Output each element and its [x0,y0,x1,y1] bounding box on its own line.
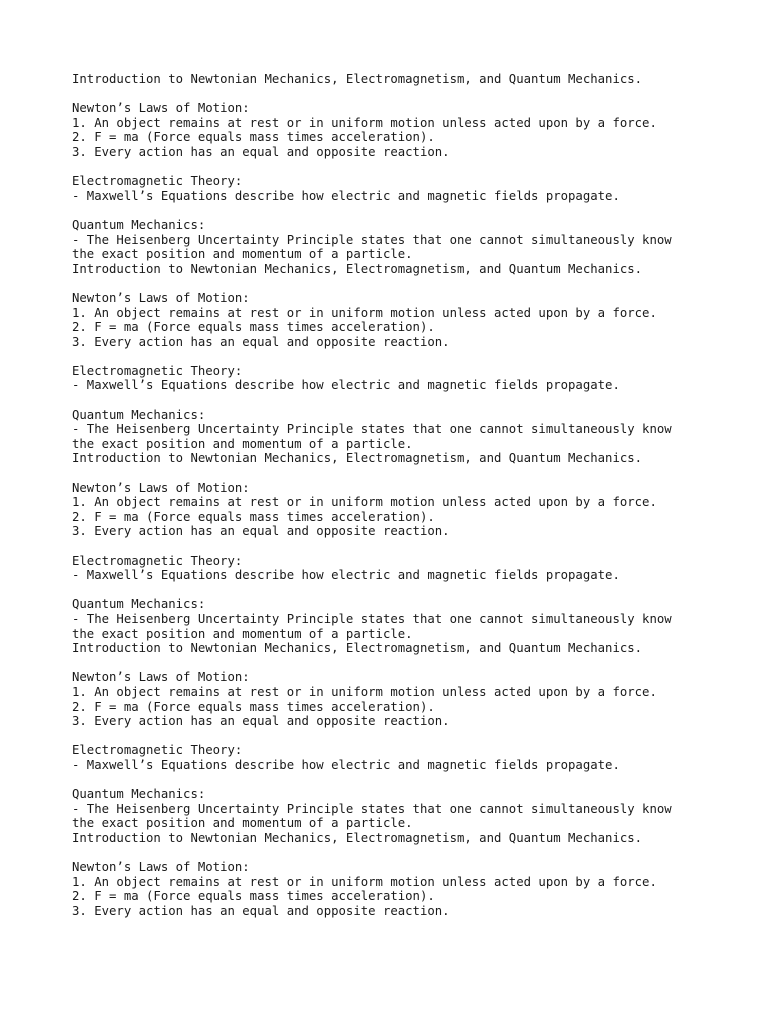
blank-line [72,393,712,408]
document-line: Introduction to Newtonian Mechanics, Electromagnetism, and Quantum Mechanics. [72,72,643,86]
blank-line [72,203,712,218]
document-line: 3. Every action has an equal and opposite reaction. [72,524,450,539]
document-line: Newton’s Laws of Motion: [72,860,250,875]
document-line: 2. F = ma (Force equals mass times acceleration). [72,320,435,335]
blank-line [72,729,712,744]
document-line: - The Heisenberg Uncertainty Principle states that one cannot simultaneously know [72,422,672,437]
document-line: - Maxwell’s Equations describe how electric and magnetic fields propagate. [72,378,620,393]
document-line: Introduction to Newtonian Mechanics, Electromagnetism, and Quantum Mechanics. [72,451,643,466]
blank-line [72,160,712,175]
document-line: 2. F = ma (Force equals mass times acceleration). [72,130,435,145]
blank-line [72,539,712,554]
document-line: Quantum Mechanics: [72,407,206,422]
blank-line [72,583,712,598]
document-line: 3. Every action has an equal and opposite reaction. [72,144,450,159]
document-line: 1. An object remains at rest or in uniform motion unless acted upon by a force. [72,115,657,130]
document-line: - Maxwell’s Equations describe how electric and magnetic fields propagate. [72,188,620,203]
document-line: 2. F = ma (Force equals mass times acceleration). [72,889,435,904]
document-line: Newton’s Laws of Motion: [72,290,250,305]
document-line: Newton’s Laws of Motion: [72,670,250,685]
document-line: Quantum Mechanics: [72,787,206,802]
document-line: Quantum Mechanics: [72,217,206,232]
blank-line [72,845,712,860]
document-line: Electromagnetic Theory: [72,174,243,189]
document-line: 1. An object remains at rest or in uniform motion unless acted upon by a force. [72,684,657,699]
document-line: Introduction to Newtonian Mechanics, Electromagnetism, and Quantum Mechanics. [72,261,643,276]
document-line: 3. Every action has an equal and opposite reaction. [72,903,450,918]
document-line: - Maxwell’s Equations describe how electric and magnetic fields propagate. [72,568,620,583]
document-line: Electromagnetic Theory: [72,743,243,758]
document-line: 1. An object remains at rest or in uniform motion unless acted upon by a force. [72,874,657,889]
document-page [72,72,712,918]
document-line: the exact position and momentum of a particle. [72,816,413,831]
blank-line [72,87,712,102]
blank-line [72,276,712,291]
document-line: Electromagnetic Theory: [72,553,243,568]
document-line: the exact position and momentum of a particle. [72,247,413,262]
blank-line [72,466,712,481]
blank-line [72,349,712,364]
document-line: 1. An object remains at rest or in uniform motion unless acted upon by a force. [72,305,657,320]
document-line: Electromagnetic Theory: [72,363,243,378]
document-line: 2. F = ma (Force equals mass times acceleration). [72,509,435,524]
document-line: 1. An object remains at rest or in uniform motion unless acted upon by a force. [72,495,657,510]
document-line: Newton’s Laws of Motion: [72,101,250,116]
document-line: Introduction to Newtonian Mechanics, Electromagnetism, and Quantum Mechanics. [72,830,643,845]
document-line: 3. Every action has an equal and opposite reaction. [72,714,450,729]
blank-line [72,773,712,788]
document-line: - The Heisenberg Uncertainty Principle states that one cannot simultaneously know [72,611,672,626]
document-line: Quantum Mechanics: [72,597,206,612]
document-line: - Maxwell’s Equations describe how electric and magnetic fields propagate. [72,757,620,772]
document-line: - The Heisenberg Uncertainty Principle states that one cannot simultaneously know [72,232,672,247]
document-line: - The Heisenberg Uncertainty Principle states that one cannot simultaneously know [72,801,672,816]
document-line: the exact position and momentum of a particle. [72,436,413,451]
document-line: 3. Every action has an equal and opposite reaction. [72,334,450,349]
document-line: 2. F = ma (Force equals mass times acceleration). [72,699,435,714]
blank-line [72,656,712,671]
document-line: Newton’s Laws of Motion: [72,480,250,495]
document-line: the exact position and momentum of a particle. [72,626,413,641]
document-line: Introduction to Newtonian Mechanics, Electromagnetism, and Quantum Mechanics. [72,641,643,656]
